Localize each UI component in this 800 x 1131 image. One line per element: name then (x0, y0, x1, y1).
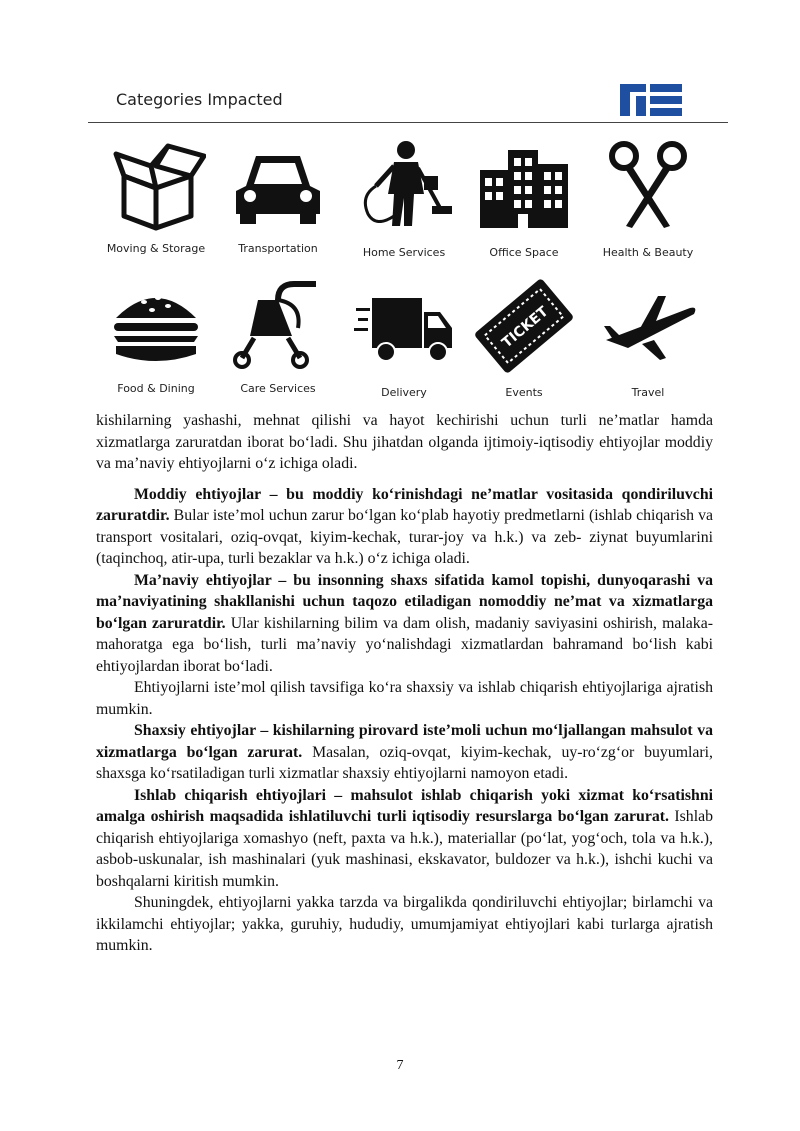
category-label: Transportation (238, 242, 318, 255)
paragraph: kishilarning yashashi, mehnat qilishi va hayot kechirishi uchun turli ne’matlar hamda xizmatlarga zaruratdan iborat bo‘ladi. Shu jihatdan olganda ijtimoiy-iqtisodiy ehtiyojlar moddiy va ma’naviy ehtiyojlarni o‘z ichiga oladi. (96, 412, 713, 472)
paragraph: Ehtiyojlarni iste’mol qilish tavsifiga ko‘ra shaxsiy va ishlab chiqarish ehtiyojlariga ajratish mumkin. (96, 679, 713, 718)
category-care-services (218, 278, 338, 408)
definition-term: Ishlab chiqarish ehtiyojlari – mahsulot ishlab chiqarish yoki xizmat ko‘rsatishni amalga oshirish maqsadida ishlatiluvchi turli iqtisodiy resurslarga bo‘lgan zarurat. (96, 786, 713, 825)
box-icon (106, 136, 206, 231)
category-label: Health & Beauty (602, 246, 694, 259)
scissors-icon (598, 136, 698, 231)
category-office-space (464, 136, 584, 266)
ticket-icon (474, 278, 574, 373)
category-health-beauty (588, 136, 708, 266)
paragraph-moddiy (96, 484, 713, 570)
paragraph: Shuningdek, ehtiyojlarni yakka tarzda va birgalikda qondiriluvchi ehtiyojlar; birlamchi va ikkilamchi ehtiyojlar; yakka, guruhiy, hududiy, umumjamiyat ehtiyojlari kabi turlarga ajratish mumkin. (96, 894, 713, 954)
vacuum-worker-icon (354, 136, 454, 231)
paragraph-shaxsiy (96, 720, 713, 785)
page-number: 7 (396, 1058, 404, 1073)
category-events (464, 278, 584, 408)
category-food-dining (96, 278, 216, 408)
category-home-services (344, 136, 464, 266)
stroller-icon (228, 278, 328, 373)
category-travel (588, 278, 708, 408)
figure-header (88, 78, 728, 123)
paragraph-text: Masalan, oziq-ovqat, kiyim-kechak, uy-ro‘zg‘or buyumlari, shaxsga ko‘rsatiladigan turli xizmatlar shaxsiy ehtiyojlarni namoyon etadi. (96, 743, 714, 782)
paragraph-text: Ular kishilarning bilim va dam olish, madaniy saviyasini oshirish, malaka-mahoratga ega bo‘lish, turli ma’naviy yo‘nalishdagi xizmatlardan bahramand bo‘lish kabi ehtiyojlardan iborat bo‘ladi. (96, 614, 713, 675)
airplane-icon (598, 278, 698, 373)
definition-term: Shaxsiy ehtiyojlar – kishilarning pirovard iste’moli uchun mo‘ljallangan mahsulot va xizmatlarga bo‘lgan zarurat. (96, 722, 713, 761)
category-transportation (218, 136, 338, 266)
svg-text:TICKET: TICKET (499, 303, 552, 352)
category-label: Travel (631, 386, 665, 399)
category-label: Moving & Storage (106, 242, 206, 255)
paragraph-manaviy (96, 570, 713, 678)
paragraph-text: Ishlab chiqarish ehtiyojlariga xomashyo (neft, paxta va h.k.), materiallar (po‘lat, yog‘och, tola va h.k.), asbob-uskunalar, ish mashinalari (yuk mashinasi, ekskavator, buldozer va h.k.), ishchi kuchi va boshqalarni kiritish mumkin. (96, 808, 714, 890)
category-label: Home Services (362, 246, 446, 259)
category-label: Delivery (381, 386, 427, 399)
category-label: Food & Dining (117, 382, 195, 395)
category-moving-storage (96, 136, 216, 266)
burger-icon (106, 278, 206, 373)
definition-term: Ma’naviy ehtiyojlar – bu insonning shaxs sifatida kamol topishi, dunyoqarashi va ma’naviyatining shakllanishi uchun taqozo etiladigan nomoddiy ne’mat va xizmatlarga bo‘lgan zaruratdir. (96, 571, 713, 632)
category-label: Events (505, 386, 543, 399)
paragraph-ishlab (96, 785, 713, 893)
company-logo-icon (618, 82, 684, 118)
definition-term: Moddiy ehtiyojlar – bu moddiy ko‘rinishdagi ne’matlar vositasida qondiriluvchi zaruratdir. (96, 485, 713, 524)
body-text (96, 410, 713, 957)
category-delivery (344, 278, 464, 408)
figure-title: Categories Impacted (116, 90, 283, 109)
category-label: Office Space (489, 246, 559, 259)
paragraph-text: Bular iste’mol uchun zarur bo‘lgan ko‘plab hayotiy predmetlarni (ishlab chiqarish va transport vositalari, oziq-ovqat, kiyim-kechak, turar-joy va h.k.) va zeb- ziynat buyumlarini (taqinchoq, atir-upa, turli bezaklar va h.k.) o‘z ichiga oladi. (96, 507, 713, 567)
office-building-icon (474, 136, 574, 231)
category-label: Care Services (240, 382, 316, 395)
categories-figure (88, 78, 728, 408)
car-icon (228, 136, 328, 231)
truck-icon (354, 278, 454, 373)
